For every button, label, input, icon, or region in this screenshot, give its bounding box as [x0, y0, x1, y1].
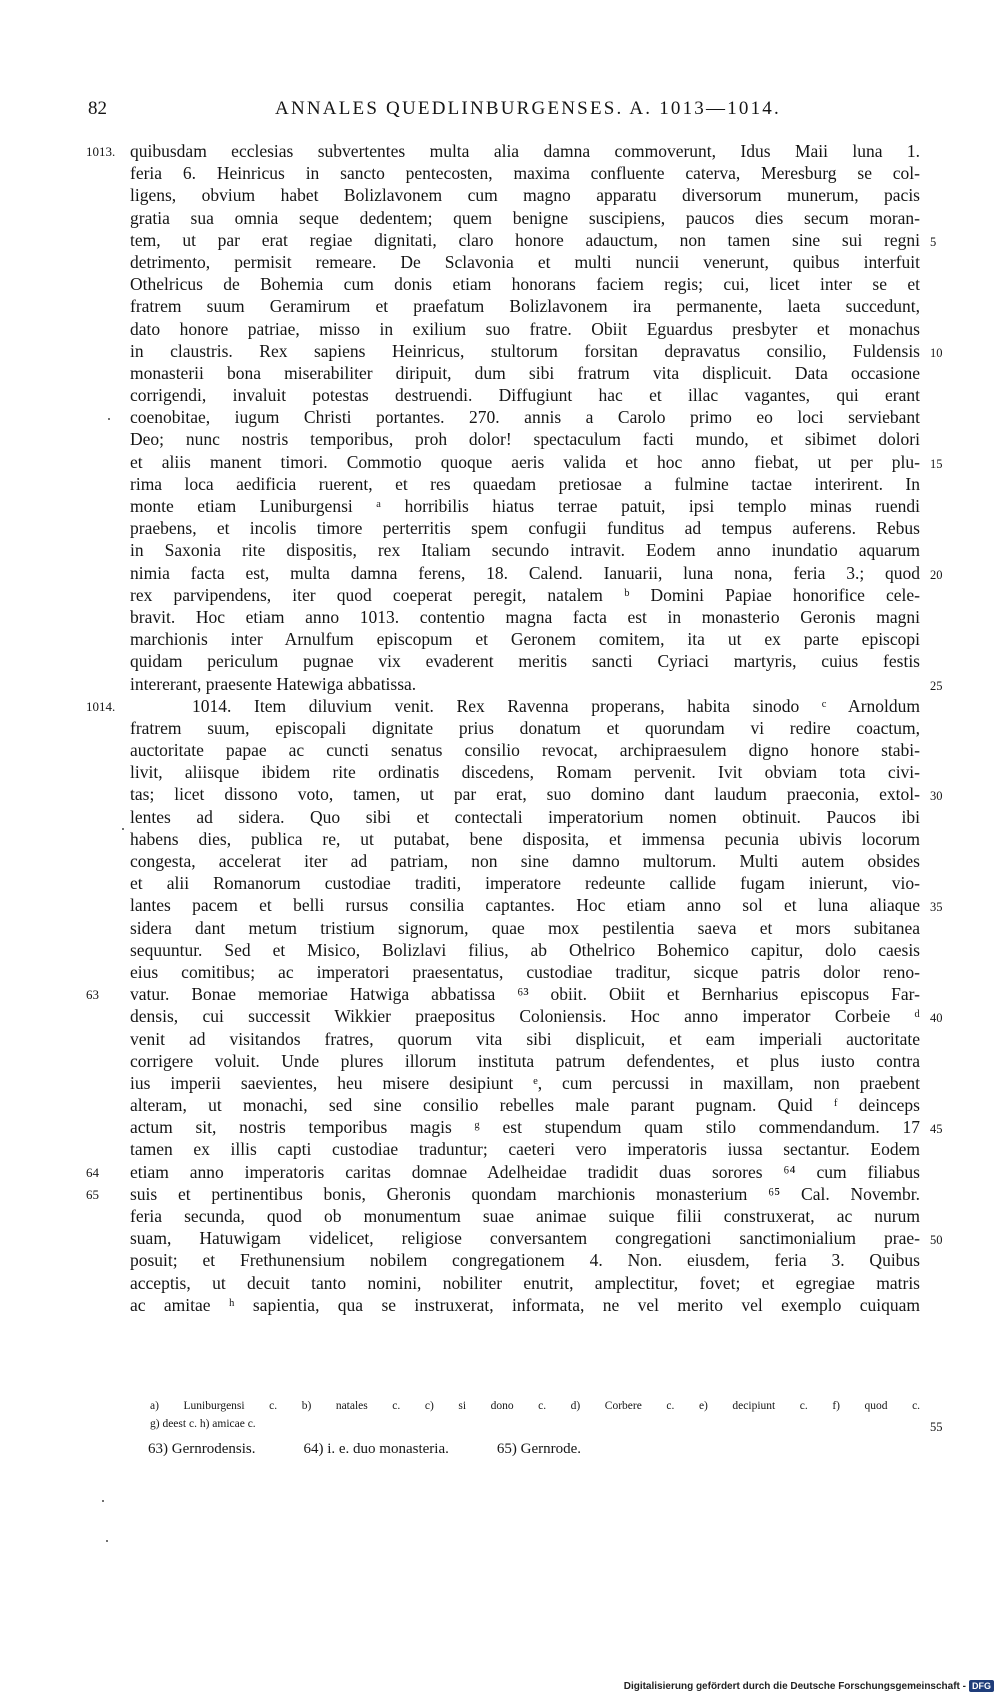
- line-text: alteram, ut monachi, sed sine consilio rebelles male parant pugnam. Quid ᶠ deinceps: [130, 1095, 920, 1116]
- text-line: [130, 1050, 920, 1072]
- text-line: [130, 1005, 943, 1027]
- text-line: [130, 828, 920, 850]
- margin-line-number: 25: [930, 678, 943, 693]
- numbered-footnotes: [148, 1441, 629, 1458]
- text-line: [86, 1183, 920, 1205]
- line-text: Deo; nunc nostris temporibus, proh dolor! spectaculum facti mundo, et sibimet dolori: [130, 429, 920, 450]
- margin-year-note: 1013.: [86, 144, 116, 159]
- line-text: tem, ut par erat regiae dignitati, claro honore adauctum, non tamen sine sui regni: [130, 229, 920, 250]
- text-line: [130, 539, 920, 561]
- line-text: intererant, praesente Hatewiga abbatissa.: [130, 673, 417, 694]
- line-text: ius imperii saevientes, heu misere desipiunt ᵉ, cum percussi in maxillam, non praebent: [130, 1072, 920, 1093]
- line-text: marchionis inter Arnulfum episcopum et Geronem comitem, ita ut ex parte episcopi: [130, 629, 920, 650]
- line-text: et alii Romanorum custodiae traditi, imperatore redeunte callide fugam inierunt, vio-: [130, 873, 920, 894]
- text-line: [86, 140, 920, 162]
- text-line: [130, 673, 943, 695]
- line-text: et aliis manent timori. Commotio quoque aeris valida et hoc anno fiebat, ut per plu-: [130, 451, 920, 472]
- text-line: [86, 983, 920, 1005]
- margin-line-number: 10: [930, 345, 943, 360]
- text-line: [130, 184, 920, 206]
- numbered-footnote: 65) Gernrode.: [496, 1441, 582, 1457]
- text-line: [130, 739, 920, 761]
- line-text: monte etiam Luniburgensi ᵃ horribilis hiatus terrae patuit, ipsi templo minas ruendi: [130, 496, 920, 516]
- line-text: etiam anno imperatoris caritas domnae Adelheidae tradidit duas sorores ⁶⁴ cum filiabus: [130, 1161, 920, 1182]
- margin-line-number: 40: [930, 1011, 943, 1026]
- text-line: [130, 384, 920, 406]
- line-text: lentes ad sidera. Quo sibi et contectali imperatorium nomen obtinuit. Paucos ibi: [130, 806, 920, 827]
- text-line: [130, 584, 920, 606]
- line-text: ligens, obvium habet Bolizlavonem cum magno apparatu diversorum munerum, pacis: [130, 185, 920, 206]
- line-text: sequuntur. Sed et Misico, Bolizlavi filius, ab Othelrico Bohemico capitur, dolo caesis: [130, 939, 920, 960]
- numbered-footnote: 64) i. e. duo monasteria.: [303, 1441, 449, 1457]
- line-text: quibusdam ecclesias subvertentes multa alia damna commoverunt, Idus Maii luna 1.: [130, 141, 920, 161]
- text-line: [130, 251, 920, 273]
- margin-line-number: 20: [930, 567, 943, 582]
- text-line: [130, 1116, 943, 1138]
- text-line: [130, 273, 920, 295]
- margin-line-number: 5: [930, 234, 937, 249]
- text-line: [130, 229, 937, 251]
- line-text: dato honore patriae, misso in exilium suo fratre. Obiit Eguardus presbyter et monachus: [130, 318, 920, 339]
- margin-line-number: 55: [930, 1420, 943, 1434]
- text-line: [130, 517, 920, 539]
- line-text: suis et pertinentibus bonis, Gheronis quondam marchionis monasterium ⁶⁵ Cal. Novembr.: [130, 1183, 920, 1204]
- text-line: [86, 695, 920, 717]
- text-line: [130, 473, 920, 495]
- text-line: [130, 783, 943, 805]
- text-line: [130, 1028, 920, 1050]
- line-text: nimia facta est, multa damna ferens, 18. Calend. Ianuarii, luna nona, feria 3.; quod: [130, 562, 920, 583]
- text-line: [130, 406, 920, 428]
- margin-year-note: 63: [86, 987, 99, 1003]
- line-text: tas; licet dissono voto, tamen, ut par erat, suo domino dant laudum praeconia, extol-: [130, 784, 920, 805]
- page-number: 82: [88, 98, 107, 119]
- text-line: [130, 1272, 920, 1294]
- margin-line-number: 15: [930, 456, 943, 471]
- text-line: [86, 1161, 920, 1183]
- line-text: eius comitibus; ac imperatori praesentatus, custodiae traditur, sicque patris dolor reno-: [130, 961, 920, 982]
- text-line: [130, 761, 920, 783]
- dfg-logo: DFG: [969, 1680, 994, 1692]
- line-text: 1014. Item diluvium venit. Rex Ravenna properans, habita sinodo ᶜ Arnoldum: [192, 695, 920, 716]
- line-text: corrigendi, invaluit potestas destruendi. Diffugiunt hac et illac vagantes, qui erant: [130, 385, 920, 406]
- line-text: vatur. Bonae memoriae Hatwiga abbatissa ⁶³ obiit. Obiit et Bernharius episcopus Far-: [130, 984, 920, 1005]
- text-line: [130, 894, 943, 916]
- scan-speck: [106, 1540, 108, 1542]
- scan-speck: [108, 418, 110, 420]
- footnote: b) natales c.: [301, 1400, 401, 1412]
- footnote: d) Corbere c.: [570, 1400, 675, 1412]
- page-header: [88, 98, 968, 124]
- line-text: acceptis, ut decuit tanto nomini, nobiliter enutrit, amplectitur, fovet; et egregiae matris: [130, 1272, 920, 1293]
- text-line: [130, 1072, 920, 1094]
- text-line: [130, 917, 920, 939]
- line-text: praebens, et incolis timore perterritis spem confugii funditus ad tempus auferens. Rebus: [130, 518, 920, 539]
- numbered-footnote: 63) Gernrodensis.: [148, 1441, 256, 1457]
- line-text: in Saxonia rite dispositis, rex Italiam secundo intravit. Eodem anno inundatio aquarum: [130, 540, 920, 561]
- line-text: ac amitae ʰ sapientia, qua se instruxerat, informata, ne vel merito vel exemplo cuiquam: [130, 1294, 920, 1315]
- line-text: rima loca aedificia ruerent, et res quaedam pretiosae a fulmine tactae interirent. In: [130, 473, 920, 494]
- line-text: gratia sua omnia seque dedentem; quem benigne suscipiens, paucos dies secum moran-: [130, 207, 920, 228]
- margin-line-number: 35: [930, 900, 943, 915]
- footnote: f) quod c.: [832, 1400, 921, 1412]
- text-line: [130, 650, 920, 672]
- line-text: in claustris. Rex sapiens Heinricus, stultorum forsitan depravatus consilio, Fuldensis: [130, 340, 920, 361]
- line-text: fratrem suum, episcopali dignitate prius donatum et quorundam vi redire coactum,: [130, 717, 920, 738]
- line-text: feria secunda, quod ob monumentum suae animae suique filii construxerat, ac nurum: [130, 1206, 920, 1226]
- text-line: [130, 1249, 920, 1271]
- text-line: [130, 362, 920, 384]
- footer-text: Digitalisierung gefördert durch die Deutsche Forschungsgemeinschaft -: [623, 1680, 966, 1692]
- line-text: lantes pacem et belli rursus consilia captantes. Hoc etiam anno sol et luna aliaque: [130, 895, 920, 916]
- line-text: Othelricus de Bohemia cum donis etiam honorans faciem regis; cui, licet inter se et: [130, 274, 920, 295]
- scan-speck: [122, 828, 124, 830]
- line-text: quidam periculum pugnae vix evaderent meritis sancti Cyriaci martyris, cuius festis: [130, 651, 920, 672]
- line-text: suam, Hatuwigam videlicet, religiose conversantem congregationi sanctimonialium prae-: [130, 1228, 920, 1249]
- text-line: [130, 939, 920, 961]
- footnotes-row-1: [150, 1397, 920, 1415]
- line-text: rex parvipendens, iter quod coeperat peregit, natalem ᵇ Domini Papiae honorifice cele-: [130, 584, 920, 605]
- footnotes-row-2: g) deest c. h) amicae c.: [150, 1418, 256, 1430]
- text-line: [130, 717, 920, 739]
- line-text: densis, cui successit Wikkier praepositus Coloniensis. Hoc anno imperator Corbeie ᵈ: [130, 1006, 920, 1027]
- line-text: actum sit, nostris temporibus magis ᵍ est stupendum quam stilo commendandum. 17: [130, 1117, 920, 1138]
- text-line: [130, 1294, 920, 1316]
- text-body: [86, 140, 943, 1316]
- footer-credit: [624, 1680, 994, 1692]
- line-text: auctoritate papae ac cuncti senatus consilio revocat, archipraesulem digno honore stabi-: [130, 740, 920, 761]
- margin-year-note: 65: [86, 1186, 99, 1202]
- text-line: [130, 428, 920, 450]
- text-line: [130, 606, 920, 628]
- running-title: ANNALES QUEDLINBURGENSES. A. 1013—1014.: [275, 98, 781, 119]
- line-text: posuit; et Frethunensium nobilem congregationem 4. Non. eiusdem, feria 3. Quibus: [130, 1250, 920, 1271]
- footnote: e) decipiunt c.: [698, 1400, 808, 1412]
- line-text: coenobitae, iugum Christi portantes. 270. annis a Carolo primo eo loci serviebant: [130, 407, 920, 428]
- text-line: [130, 850, 920, 872]
- text-line: [130, 1094, 920, 1116]
- line-text: feria 6. Heinricus in sancto pentecosten, maxima confluente caterva, Meresburg se col-: [130, 163, 920, 184]
- critical-apparatus: [150, 1397, 920, 1433]
- margin-line-number: 30: [930, 789, 943, 804]
- text-line: [130, 1227, 943, 1249]
- text-line: [130, 1205, 920, 1227]
- line-text: congesta, accelerat iter ad patriam, non sine damno multorum. Multi autem obsides: [130, 851, 920, 871]
- footnote: a) Luniburgensi c.: [150, 1400, 278, 1412]
- scan-speck: [102, 1500, 104, 1502]
- text-line: [130, 451, 943, 473]
- text-line: [130, 295, 920, 317]
- margin-line-number: 50: [930, 1233, 943, 1248]
- text-line: [130, 872, 920, 894]
- footnote: c) si dono c.: [424, 1400, 547, 1412]
- text-line: [130, 628, 920, 650]
- line-text: tamen ex illis capti custodiae traduntur; caeteri vero imperatoris iussa sectantur. Eodem: [130, 1139, 920, 1160]
- margin-year-note: 1014.: [86, 698, 116, 714]
- line-text: sidera dant metum tristium signorum, quae mox pestilentia saeva et mors subitanea: [130, 917, 920, 938]
- text-line: [130, 1138, 920, 1160]
- text-line: [130, 340, 943, 362]
- text-line: [130, 207, 920, 229]
- text-line: [130, 806, 920, 828]
- line-text: monasterii bona miserabiliter diripuit, dum sibi fratrum vita displicuit. Data occasione: [130, 362, 920, 383]
- text-line: [130, 495, 920, 517]
- line-text: bravit. Hoc etiam anno 1013. contentio magna facta est in monasterio Geronis magni: [130, 606, 920, 627]
- margin-line-number: 45: [930, 1122, 943, 1137]
- text-line: [130, 162, 920, 184]
- margin-year-note: 64: [86, 1164, 99, 1180]
- line-text: corrigere voluit. Unde plures illorum instituta patrum defendentes, et plus iusto contra: [130, 1050, 920, 1071]
- text-line: [130, 961, 920, 983]
- line-text: detrimento, permisit remeare. De Sclavonia et multi nuncii venerunt, quibus interfuit: [130, 251, 920, 272]
- line-text: livit, aliisque ibidem rite ordinatis discedens, Romam pervenit. Ivit obviam tota civi-: [130, 762, 920, 783]
- text-line: [130, 318, 920, 340]
- line-text: venit ad visitandos fratres, quorum vita sibi displicuit, et eam imperiali auctoritate: [130, 1028, 920, 1049]
- text-line: [130, 562, 943, 584]
- line-text: fratrem suum Geramirum et praefatum Bolizlavonem ira permanente, laeta succedunt,: [130, 296, 920, 317]
- line-text: habens dies, publica re, ut putabat, bene disposita, et immensa pecunia ubivis locorum: [130, 828, 920, 849]
